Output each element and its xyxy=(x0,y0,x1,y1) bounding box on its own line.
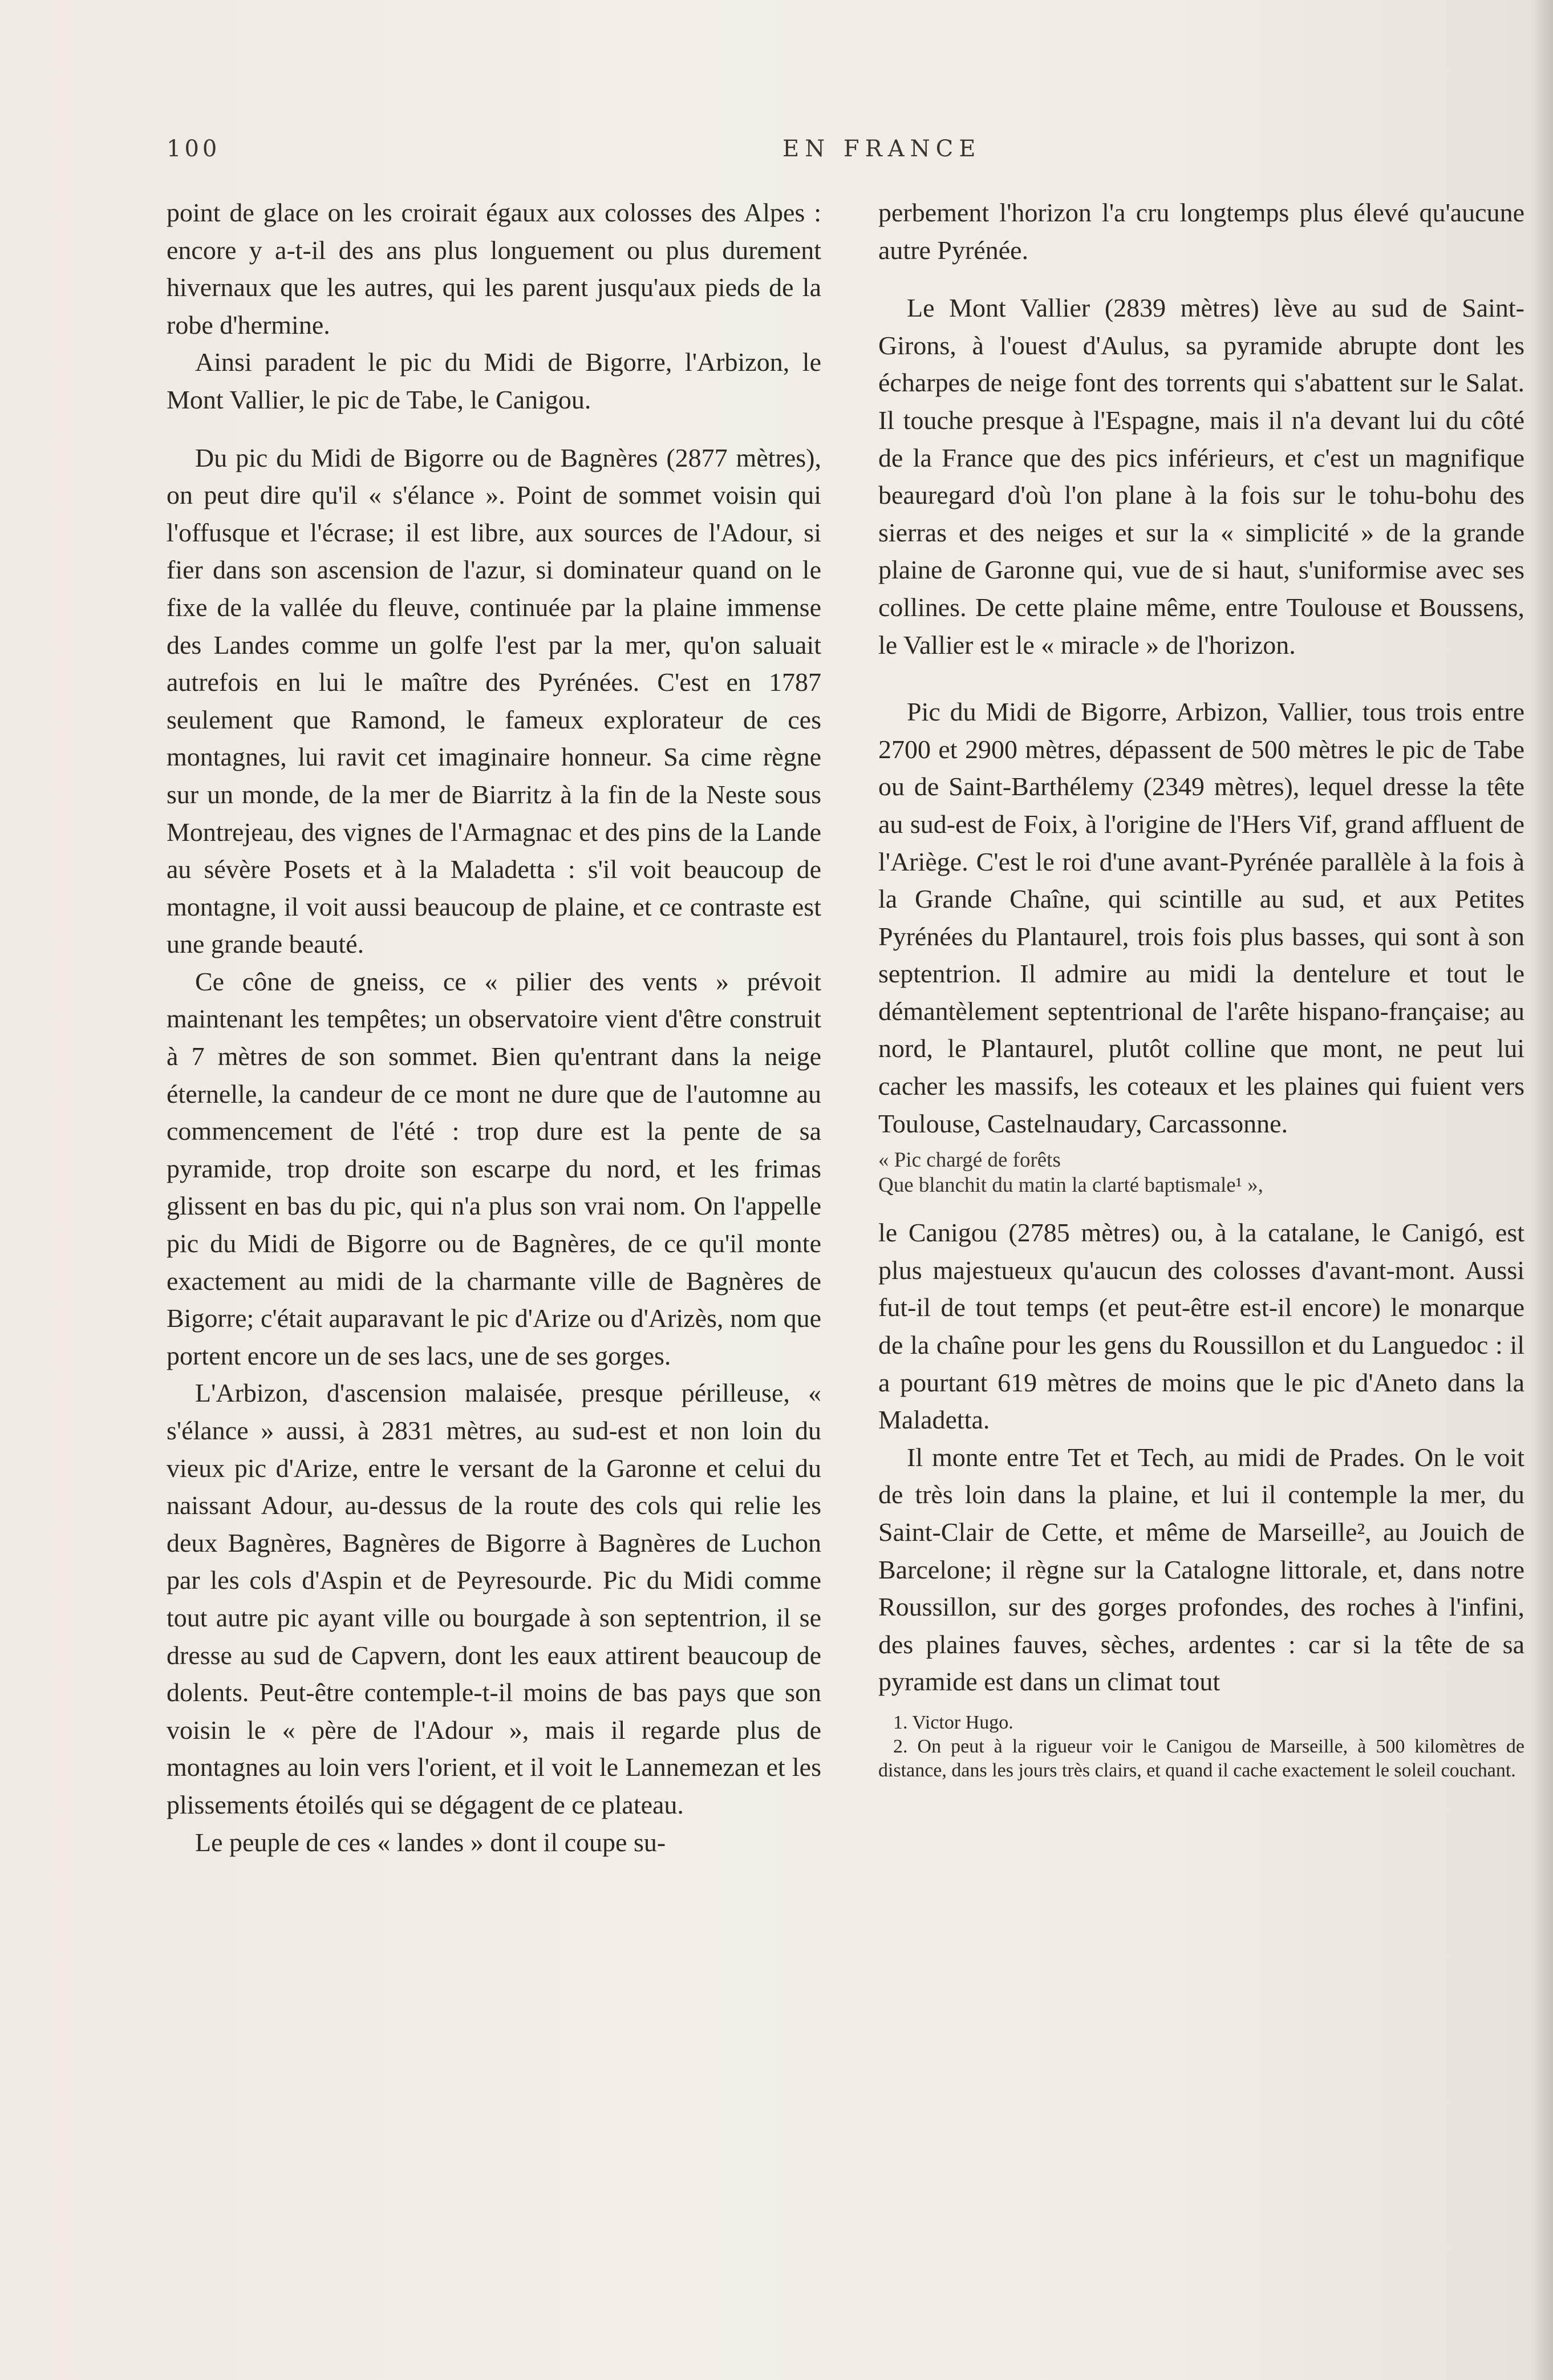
paragraph: Le Mont Vallier (2839 mètres) lève au sud de Saint-Girons, à l'ouest d'Aulus, sa pyramide abrupte dont les écharpes de neige font des torrents qui s'abattent sur le Salat. Il touche presque à l'Espagne, mais il n'a devant lui du côté de la France que des pics inférieurs, et c'est un magnifique beauregard d'où l'on plane à la fois sur le tohu-bohu des sierras et des neiges et sur la « simplicité » de la grande plaine de Garonne qui, vue de si haut, s'uniformise avec ses collines. De cette plaine même, entre Toulouse et Boussens, le Vallier est le « miracle » de l'horizon. xyxy=(878,293,1524,659)
page-edge-shadow xyxy=(1530,0,1553,2380)
paragraph: Du pic du Midi de Bigorre ou de Bagnères (2877 mètres), on peut dire qu'il « s'élance ». Point de sommet voisin qui l'offusque et l'écrase; il est libre, aux sources de l'Adour, si fier dans son ascension de l'azur, si dominateur quand on le fixe de la vallée du fleuve, continuée par la plaine immense des Landes comme un golfe l'est par la mer, qu'on saluait autrefois en lui le maître des Pyrénées. C'est en 1787 seulement que Ramond, le fameux explorateur de ces montagnes, lui ravit cet imaginaire honneur. Sa cime règne sur un monde, de la mer de Biarritz à la fin de la Neste sous Montrejeau, des vignes de l'Armagnac et des pins de la Lande au sévère Posets et à la Maladetta : s'il voit beaucoup de montagne, il voit aussi beaucoup de plaine, et ce contraste est une grande beauté. xyxy=(167,443,821,959)
paragraph: Ce cône de gneiss, ce « pilier des vents » prévoit maintenant les tempêtes; un observatoire vient d'être construit à 7 mètres de son sommet. Bien qu'entrant dans la neige éternelle, la candeur de ce mont ne dure que de l'automne au commencement de l'été : trop dure est la pente de sa pyramide, trop droite son escarpe du nord, et les frimas glissent en bas du pic, qui n'a plus son vrai nom. On l'appelle pic du Midi de Bigorre ou de Bagnères, de ce qu'il monte exactement au midi de la charmante ville de Bagnères de Bigorre; c'était auparavant le pic d'Arize ou d'Arizès, nom que portent encore un de ses lacs, une de ses gorges. xyxy=(167,966,821,1370)
page-header xyxy=(167,136,1513,170)
footnotes xyxy=(878,1711,1524,1783)
footnote: 1. Victor Hugo. xyxy=(893,1711,1013,1733)
paragraph: perbement l'horizon l'a cru longtemps plus élevé qu'aucune autre Pyrénée. xyxy=(878,198,1524,265)
left-column xyxy=(167,194,821,1861)
epigraph-line: Que blanchit du matin la clarté baptismale¹ », xyxy=(878,1173,1263,1197)
paragraph: Il monte entre Tet et Tech, au midi de Prades. On le voit de très loin dans la plaine, et lui il contemple la mer, du Saint-Clair de Cette, et même de Marseille², au Jouich de Barcelone; il règne sur la Catalogne littorale, et, dans notre Roussillon, sur des gorges profondes, des roches à l'infini, des plaines fauves, sèches, ardentes : car si la tête de sa pyramide est dans un climat tout xyxy=(878,1442,1524,1697)
paragraph: Ainsi paradent le pic du Midi de Bigorre, l'Arbizon, le Mont Vallier, le pic de Tabe, le Canigou. xyxy=(167,347,821,414)
paragraph: le Canigou (2785 mètres) ou, à la catalane, le Canigó, est plus majestueux qu'aucun des colosses d'avant-mont. Aussi fut-il de tout temps (et peut-être est-il encore) le monarque de la chaîne pour les gens du Roussillon et du Languedoc : il a pourtant 619 mètres de moins que le pic d'Aneto dans la Maladetta. xyxy=(878,1218,1524,1435)
epigraph-line: « Pic chargé de forêts xyxy=(878,1148,1061,1172)
paragraph: Le peuple de ces « landes » dont il coupe su- xyxy=(195,1827,666,1857)
footnote: 2. On peut à la rigueur voir le Canigou de Marseille, à 500 kilomètres de distance, dans les jours très clairs, et quand il cache exactement le soleil couchant. xyxy=(878,1735,1524,1781)
paragraph: point de glace on les croirait égaux aux colosses des Alpes : encore y a-t-il des ans plus longuement ou plus durement hivernaux que les autres, qui les parent jusqu'aux pieds de la robe d'hermine. xyxy=(167,198,821,339)
paragraph: Pic du Midi de Bigorre, Arbizon, Vallier, tous trois entre 2700 et 2900 mètres, dépassent de 500 mètres le pic de Tabe ou de Saint-Barthélemy (2349 mètres), lequel dresse la tête au sud-est de Foix, à l'origine de l'Hers Vif, grand affluent de l'Ariège. C'est le roi d'une avant-Pyrénée parallèle à la fois à la Grande Chaîne, qui scintille au sud, et aux Petites Pyrénées du Plantaurel, trois fois plus basses, qui sont à son septentrion. Il admire au midi la dentelure et tout le démantèlement septentrional de l'arête hispano-française; au nord, le Plantaurel, plutôt colline que mont, ne peut lui cacher les massifs, les coteaux et les plaines qui fuient vers Toulouse, Castelnaudary, Carcassonne. xyxy=(878,697,1524,1138)
paragraph: L'Arbizon, d'ascension malaisée, presque périlleuse, « s'élance » aussi, à 2831 mètres, au sud-est et non loin du vieux pic d'Arize, entre le versant de la Garonne et celui du naissant Adour, au-dessus de la route des cols qui relie les deux Bagnères, Bagnères de Bigorre à Bagnères de Luchon par les cols d'Aspin et de Peyresourde. Pic du Midi comme tout autre pic ayant ville ou bourgade à son septentrion, il se dresse au sud de Capvern, dont les eaux attirent beaucoup de dolents. Peut-être contemple-t-il moins de bas pays que son voisin le « père de l'Adour », mais il regarde plus de montagnes au loin vers l'orient, et il voit le Lannemezan et les plissements étoilés qui se dégagent de ce plateau. xyxy=(167,1378,821,1819)
epigraph xyxy=(878,1148,1524,1198)
running-head: EN FRANCE xyxy=(782,136,982,162)
page-number: 100 xyxy=(167,136,221,162)
right-column xyxy=(878,194,1524,1783)
